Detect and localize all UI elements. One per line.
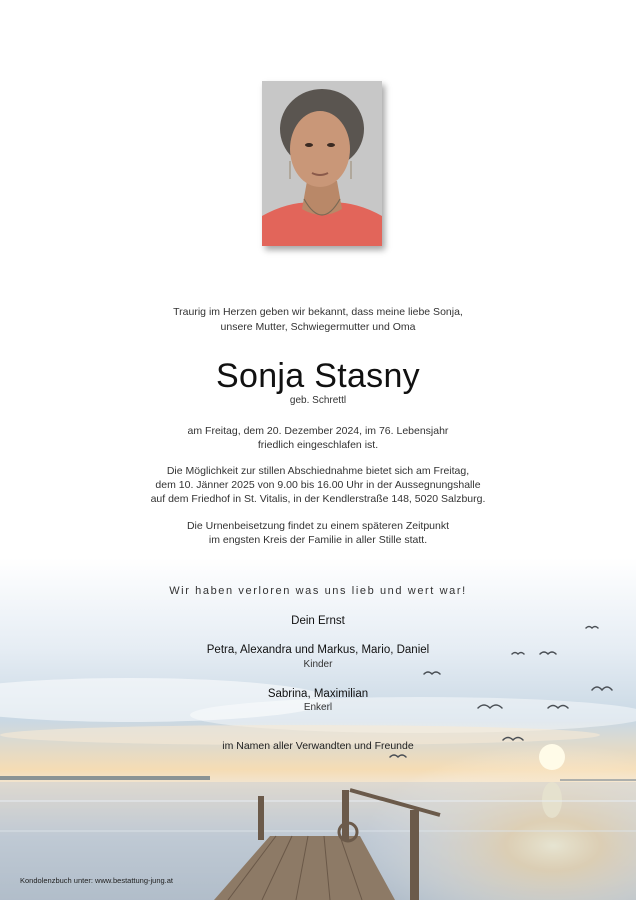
deceased-name: Sonja Stasny — [216, 357, 420, 395]
passing-line: friedlich eingeschlafen ist. — [257, 439, 379, 451]
condolence-book-link[interactable]: Kondolenzbuch unter: www.bestattung-jung.at — [20, 876, 174, 885]
mourner-relatives: im Namen aller Verwandten und Freunde — [222, 740, 414, 752]
intro-text — [0, 305, 636, 335]
portrait-photo — [262, 81, 382, 246]
farewell-line: Die Möglichkeit zur stillen Abschiednahme bietet sich am Freitag, — [166, 465, 470, 477]
farewell-line: dem 10. Jänner 2025 von 9.00 bis 16.00 Uhr in der Aussegnungshalle — [155, 479, 481, 491]
mourner-children-label: Kinder — [303, 659, 333, 670]
farewell-line: auf dem Friedhof in St. Vitalis, in der Kendlerstraße 148, 5020 Salzburg. — [150, 493, 486, 505]
urn-line: Die Urnenbeisetzung findet zu einem späteren Zeitpunkt — [186, 520, 450, 532]
urn-burial-text — [0, 519, 636, 547]
birth-name: geb. Schrettl — [289, 395, 347, 406]
passing-line: am Freitag, dem 20. Dezember 2024, im 76. Lebensjahr — [187, 425, 449, 437]
mourner-grandchildren-label: Enkerl — [303, 702, 333, 713]
urn-line: im engsten Kreis der Familie in aller Stille statt. — [208, 534, 428, 546]
motto: Wir haben verloren was uns lieb und wert war! — [169, 585, 467, 597]
intro-line: Traurig im Herzen geben wir bekannt, dass meine liebe Sonja, — [173, 306, 463, 318]
mourner-children: Petra, Alexandra und Markus, Mario, Daniel — [206, 644, 430, 656]
mourner-spouse: Dein Ernst — [291, 615, 345, 627]
farewell-text — [0, 464, 636, 506]
passing-text — [0, 424, 636, 452]
mourner-grandchildren: Sabrina, Maximilian — [267, 688, 369, 700]
intro-line: unsere Mutter, Schwiegermutter und Oma — [220, 321, 416, 333]
